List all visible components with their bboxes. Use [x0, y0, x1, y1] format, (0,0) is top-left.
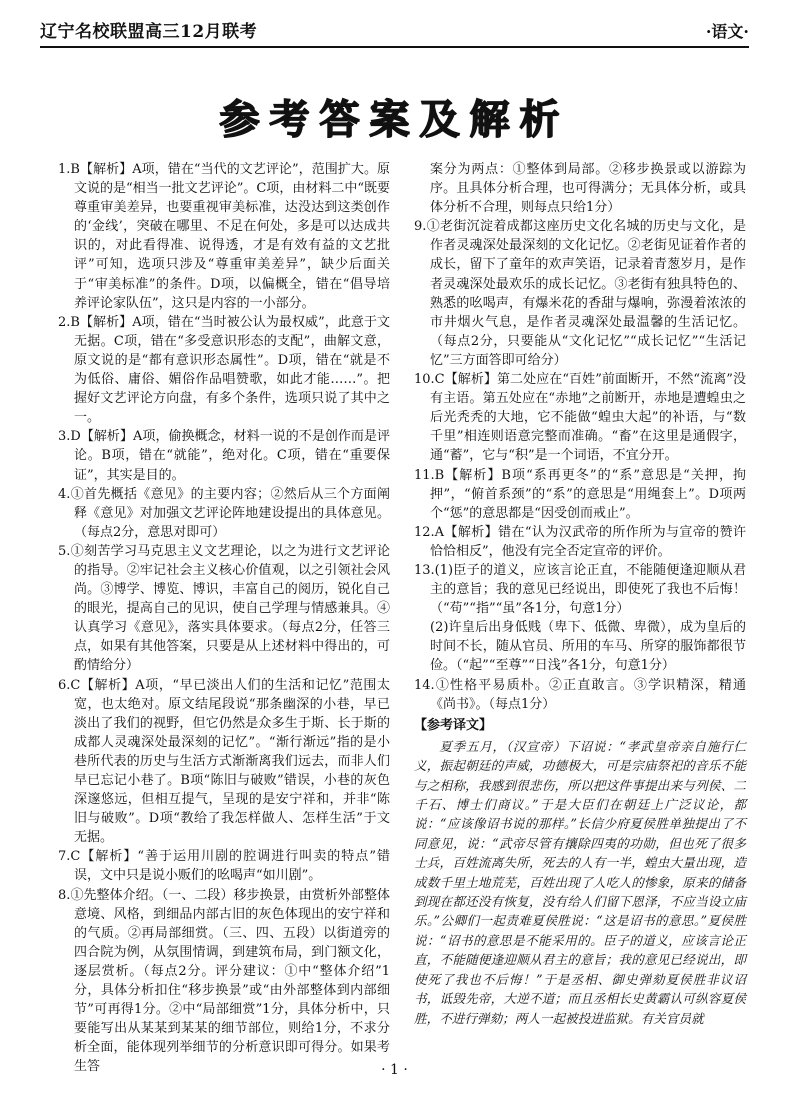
answer-item: 10.C【解析】第二处应在“百姓”前面断开，不然“流离”没有主语。第五处应在“赤地”之前断开，赤地是遭蝗虫之后光秃秃的大地，它不能做“蝗虫大起”的补语，与“数千里”相连则语意完整而准确。“畜”在这里是通假字，通“蓄”，它与“积”是一个词语，不宜分开。: [414, 372, 746, 464]
answer-item: 8.①先整体介绍。（一、二段）移步换景，由赏析外部整体意境、风格，到细品内部古旧的灰色体现出的安宁祥和的气质。②再局部细赏。（三、四、五段）以街道旁的四合院为例，从氛围情调，到建筑布局，到门额文化，逐层赏析。（每点2分。评分建议：①中“整体介绍”1分，具体分析扣住“移步换景”或“由外部整体到内部细节”可再得1分。②中“局部细赏”1分，具体分析中，只要能写出从某某到某某的细节部位，则给1分，不求分析全面，能体现列举细节的分析意识即可得分。如果考生答: [58, 887, 390, 1075]
answer-item: 6.C【解析】A项，“早已淡出人们的生活和记忆”范围太宽，也太绝对。原文结尾段说“那条幽深的小巷，早已淡出了我们的视野，但它仍然是众多生于斯、长于斯的成都人灵魂深处最深刻的记忆”。“渐行渐远”指的是小巷所代表的历史与生活方式渐渐离我们远去，而非人们早已忘记小巷了。B项“陈旧与破败”错误，小巷的灰色深邃悠远，但相互提气，呈现的是安宁祥和，并非“陈旧与破败”。D项“教给了我怎样做人、怎样生活”于文无据。: [58, 677, 390, 846]
answer-item: 11.B【解析】B项“系再更冬”的“系”意思是“关押，拘押”，“俯首系颈”的“系”的意思是“用绳套上”。D项两个“惩”的意思都是“因受创而戒止”。: [414, 467, 746, 521]
answer-item: 3.D【解析】A项，偷换概念，材料一说的不是创作而是评论。B项，错在“就能”，绝对化。C项，错在“重要保证”，其实是目的。: [58, 429, 390, 483]
answer-item: (2)许皇后出身低贱（卑下、低微、卑微），成为皇后的时间不长，随从官员、所用的车马、所穿的服饰都很节俭。（“起”“至尊”“日浅”各1分，句意1分）: [430, 620, 746, 674]
page-number: · 1 ·: [381, 1062, 408, 1078]
exam-name: 辽宁名校联盟高三12月联考: [40, 22, 258, 42]
reference-translation-text: 夏季五月，（汉宣帝）下诏说：“孝武皇帝亲自施行仁义，振起朝廷的声威，功德极大，可是宗庙祭祀的音乐不能与之相称，我感到很悲伤，所以把这件事提出来与列侯、二千石、博士们商议。”于是大臣们在朝廷上广泛议论，都说：“应该像诏书说的那样。”长信少府夏侯胜单独提出了不同意见，说：“武帝尽管有攘除四夷的功勋，但也死了很多士兵，百姓流离失所，死去的人有一半，蝗虫大量出现，造成数千里土地荒芜，百姓出现了人吃人的惨象，原来的储备到现在都还没有恢复，没有给人们留下恩泽，不应当设立庙乐。”公卿们一起责难夏侯胜说：“这是诏书的意思。”夏侯胜说：“诏书的意思是不能采用的。臣子的道义，应该言论正直，不能随便逢迎顺从君主的意旨；我的意见已经说出，即使死了我也不后悔！”于是丞相、御史弹劾夏侯胜非议诏书，诋毁先帝，大逆不道；而且丞相长史黄霸认可纵容夏侯胜，不进行弹劾；两人一起被投进监狱。有关官员就: [414, 738, 746, 1026]
answer-item: 4.①首先概括《意见》的主要内容；②然后从三个方面阐释《意见》对加强文艺评论阵地建设提出的具体意见。（每点2分，意思对即可）: [58, 486, 390, 540]
answer-item: 7.C【解析】“善于运用川剧的腔调进行叫卖的特点”错误，文中只是说小贩们的吆喝声“如川剧”。: [58, 849, 390, 884]
right-column: [414, 160, 746, 1028]
subject-label: ·语文·: [705, 22, 749, 41]
page-title: 参考答案及解析: [219, 97, 570, 143]
answer-item: 12.A【解析】错在“认为汉武帝的所作所为与宣帝的赞许恰恰相反”，他没有完全否定宣帝的评价。: [414, 524, 746, 559]
answer-item: 13.(1)臣子的道义，应该言论正直，不能随便逢迎顺从君主的意旨；我的意见已经说出，即使死了我也不后悔！（“苟”“指”“虽”各1分，句意1分）: [414, 562, 746, 617]
left-column: [58, 160, 390, 1077]
answer-item: 9.①老街沉淀着成都这座历史文化名城的历史与文化，是作者灵魂深处最深刻的文化记忆。②老街见证着作者的成长，留下了童年的欢声笑语，记录着青葱岁月，是作者灵魂深处最欢乐的成长记忆。③老街有独具特色的、熟悉的吆喝声，有爆米花的香甜与爆响，弥漫着浓浓的市井烟火气息，是作者灵魂深处最温馨的生活记忆。（每点2分，只要能从“文化记忆”“成长记忆”“生活记忆”三方面答即可给分）: [414, 219, 746, 368]
answer-item: 1.B【解析】A项，错在“当代的文艺评论”，范围扩大。原文说的是“相当一批文艺评论”。C项，由材料二中“既要尊重审美差异，也要重视审美标准，达没达到这类创作的‘金线’，突破在哪里、不足在何处，多是可以达成共识的，对此看得准、说得透，才是有效有益的文艺批评”可知，选项只涉及“尊重审美差异”，缺少后面关于“审美标准”的条件。D项，以偏概全，错在“倡导培养评论家队伍”，这只是内容的一小部分。: [58, 162, 390, 311]
answer-item: 案分为两点：①整体到局部。②移步换景或以游踪为序。且具体分析合理，也可得满分；无具体分析，或具体分析不合理，则每点只给1分）: [430, 162, 746, 216]
answer-item: 14.①性格平易质朴。②正直敢言。③学识精深，精通《尚书》。（每点1分）: [414, 677, 746, 712]
reference-translation-heading: 【参考译文】: [414, 717, 493, 733]
answer-item: 5.①刻苦学习马克思主义文艺理论，以之为进行文艺评论的指导。②牢记社会主义核心价值观，以之引领社会风尚。③博学、博览、博识，丰富自己的阅历，锐化自己的眼光，提高自己的见识，使自己学理与情感兼具。④认真学习《意见》，落实具体要求。（每点2分，任答三点，如果有其他答案，只要是从上述材料中得出的，可酌情给分）: [58, 543, 390, 674]
page-header: [40, 14, 749, 48]
answer-item: 2.B【解析】A项，错在“当时被公认为最权威”，此意于文无据。C项，错在“多受意识形态的支配”，曲解文意，原文说的是“都有意识形态属性”。D项，错在“就是不为低俗、庸俗、媚俗作品唱赞歌，如此才能……”。把握好文艺评论方向盘，有多个条件，选项只说了其中之一。: [58, 314, 390, 426]
